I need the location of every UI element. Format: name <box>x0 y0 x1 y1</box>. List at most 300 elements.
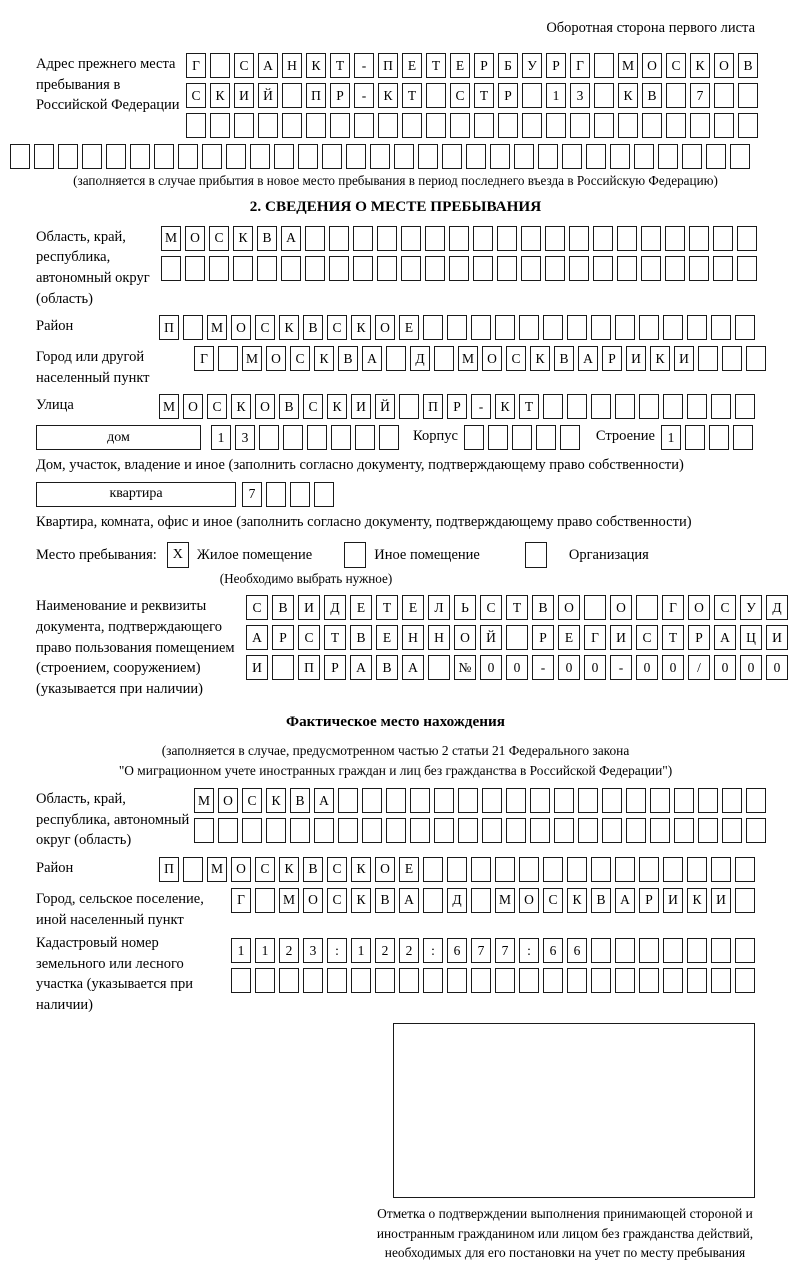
char-box: 3 <box>235 425 255 450</box>
char-box <box>570 113 590 138</box>
char-box <box>497 256 517 281</box>
char-box <box>314 482 334 507</box>
char-box <box>474 113 494 138</box>
char-box: Т <box>662 625 684 650</box>
char-box <box>410 818 430 843</box>
char-box: Г <box>570 53 590 78</box>
char-box <box>259 425 279 450</box>
char-box: М <box>194 788 214 813</box>
char-box <box>194 818 214 843</box>
char-box: С <box>506 346 526 371</box>
char-box <box>639 968 659 993</box>
actual-city-boxes-row <box>231 888 755 913</box>
char-box <box>698 788 718 813</box>
char-box: С <box>290 346 310 371</box>
actual-location-note-line-2: "О миграционном учете иностранных граждан и лиц без гражданства в Российской Федерации") <box>118 762 673 778</box>
char-box: П <box>159 857 179 882</box>
char-box: О <box>375 315 395 340</box>
char-box: Г <box>194 346 214 371</box>
char-box: П <box>378 53 398 78</box>
char-box <box>423 315 443 340</box>
char-box: В <box>272 595 294 620</box>
char-box <box>399 394 419 419</box>
char-box: П <box>298 655 320 680</box>
char-box <box>665 256 685 281</box>
char-box <box>698 346 718 371</box>
char-box: Е <box>402 595 424 620</box>
actual-district-label: Район <box>36 859 74 876</box>
char-box: А <box>362 346 382 371</box>
char-box <box>130 144 150 169</box>
apartment-note: Квартира, комната, офис и иное (заполнить согласно документу, подтверждающему право собственности) <box>36 513 692 530</box>
char-box: С <box>450 83 470 108</box>
char-box <box>322 144 342 169</box>
char-box: 0 <box>766 655 788 680</box>
char-box: В <box>279 394 299 419</box>
char-box: 2 <box>375 938 395 963</box>
char-box: У <box>740 595 762 620</box>
char-box <box>386 818 406 843</box>
prev-address-note: (заполняется в случае прибытия в новое место пребывания в период последнего въезда в Российскую Федерацию) <box>73 173 718 188</box>
char-box <box>282 83 302 108</box>
char-box: А <box>350 655 372 680</box>
char-box <box>567 857 587 882</box>
char-box: В <box>303 857 323 882</box>
char-box: 0 <box>506 655 528 680</box>
char-box <box>687 315 707 340</box>
char-box <box>746 346 766 371</box>
stay-type-label: Место пребывания: <box>36 546 157 563</box>
char-box <box>298 144 318 169</box>
char-box: 7 <box>495 938 515 963</box>
char-box <box>464 425 484 450</box>
char-box: С <box>246 595 268 620</box>
char-box: А <box>402 655 424 680</box>
prev-address-label: Адрес прежнего места пребывания в Российской Федерации <box>36 56 180 114</box>
char-box: - <box>354 53 374 78</box>
char-box <box>34 144 54 169</box>
char-box: С <box>255 857 275 882</box>
doc-boxes-row-1 <box>246 595 788 620</box>
char-box <box>266 482 286 507</box>
char-box <box>329 256 349 281</box>
char-box <box>495 315 515 340</box>
char-box <box>258 113 278 138</box>
char-box: 7 <box>690 83 710 108</box>
actual-location-note-line-1: (заполняется в случае, предусмотренном частью 2 статьи 21 Федерального закона <box>161 743 630 759</box>
char-box <box>442 144 462 169</box>
char-box: С <box>327 315 347 340</box>
cadastral-block <box>36 935 755 1015</box>
char-box <box>733 425 753 450</box>
char-box: 3 <box>570 83 590 108</box>
char-box <box>617 226 637 251</box>
stroenie-boxes <box>661 425 753 450</box>
char-box: М <box>495 888 515 913</box>
char-box <box>711 394 731 419</box>
char-box <box>399 968 419 993</box>
char-box <box>615 968 635 993</box>
char-box <box>234 113 254 138</box>
house-type-box: дом <box>36 425 201 450</box>
char-box <box>471 315 491 340</box>
char-box <box>394 144 414 169</box>
char-box <box>281 256 301 281</box>
char-box <box>495 968 515 993</box>
char-box: Р <box>474 53 494 78</box>
char-box: Е <box>558 625 580 650</box>
char-box: С <box>480 595 502 620</box>
char-box <box>218 818 238 843</box>
char-box <box>279 968 299 993</box>
char-box: Т <box>426 53 446 78</box>
district-boxes-row <box>159 315 755 340</box>
char-box: Г <box>231 888 251 913</box>
char-box: Р <box>532 625 554 650</box>
char-box: Р <box>688 625 710 650</box>
doc-block <box>36 595 782 699</box>
cadastral-boxes-row-1 <box>231 938 755 963</box>
char-box: Д <box>410 346 430 371</box>
char-box: О <box>266 346 286 371</box>
cadastral-label: Кадастровый номер земельного или лесного участка (указывается при наличии) <box>36 935 193 1013</box>
actual-district-block <box>36 857 755 882</box>
char-box <box>307 425 327 450</box>
char-box: 0 <box>584 655 606 680</box>
char-box <box>663 857 683 882</box>
actual-city-block <box>36 888 755 930</box>
char-box: Т <box>330 53 350 78</box>
cadastral-boxes-row-2 <box>231 968 755 993</box>
char-box: И <box>351 394 371 419</box>
char-box <box>593 226 613 251</box>
prev-address-block <box>36 53 755 138</box>
char-box: 1 <box>255 938 275 963</box>
stay-type-note: (Необходимо выбрать нужное) <box>219 571 393 587</box>
char-box <box>711 315 731 340</box>
char-box: 1 <box>231 938 251 963</box>
char-box <box>730 144 750 169</box>
char-box <box>666 113 686 138</box>
stay-option-organization-label: Организация <box>568 546 649 563</box>
char-box <box>543 857 563 882</box>
char-box <box>186 113 206 138</box>
char-box <box>639 938 659 963</box>
stay-option-residential-checkbox: X <box>167 542 189 568</box>
char-box <box>425 256 445 281</box>
char-box: А <box>714 625 736 650</box>
doc-boxes-row-3 <box>246 655 788 680</box>
char-box <box>447 968 467 993</box>
char-box: О <box>218 788 238 813</box>
char-box <box>591 315 611 340</box>
char-box <box>362 788 382 813</box>
char-box <box>687 394 707 419</box>
char-box: К <box>327 394 347 419</box>
char-box: С <box>543 888 563 913</box>
char-box <box>242 818 262 843</box>
char-box <box>543 315 563 340</box>
char-box: А <box>399 888 419 913</box>
char-box <box>58 144 78 169</box>
char-box: О <box>375 857 395 882</box>
char-box: И <box>711 888 731 913</box>
char-box <box>434 346 454 371</box>
apartment-block <box>36 482 755 507</box>
char-box <box>401 256 421 281</box>
char-box: В <box>350 625 372 650</box>
char-box <box>305 226 325 251</box>
char-box <box>161 256 181 281</box>
char-box <box>434 788 454 813</box>
char-box <box>711 938 731 963</box>
char-box: И <box>234 83 254 108</box>
char-box <box>272 655 294 680</box>
char-box <box>471 857 491 882</box>
char-box: А <box>281 226 301 251</box>
char-box <box>506 818 526 843</box>
char-box <box>522 83 542 108</box>
char-box <box>650 818 670 843</box>
char-box <box>386 346 406 371</box>
char-box: Г <box>186 53 206 78</box>
char-box <box>639 394 659 419</box>
char-box: К <box>279 315 299 340</box>
char-box: / <box>688 655 710 680</box>
char-box <box>266 818 286 843</box>
char-box <box>639 315 659 340</box>
char-box: К <box>530 346 550 371</box>
char-box: И <box>246 655 268 680</box>
char-box <box>370 144 390 169</box>
char-box <box>666 83 686 108</box>
char-box <box>423 857 443 882</box>
char-box <box>425 226 445 251</box>
char-box: Д <box>766 595 788 620</box>
char-box <box>178 144 198 169</box>
char-box <box>687 968 707 993</box>
char-box: 1 <box>546 83 566 108</box>
char-box <box>663 394 683 419</box>
char-box <box>377 256 397 281</box>
char-box <box>586 144 606 169</box>
stay-type-row <box>36 542 755 568</box>
char-box <box>665 226 685 251</box>
char-box <box>375 968 395 993</box>
char-box <box>584 595 606 620</box>
char-box <box>735 888 755 913</box>
char-box <box>735 315 755 340</box>
char-box <box>737 226 757 251</box>
char-box <box>689 256 709 281</box>
char-box <box>737 256 757 281</box>
char-box: Р <box>639 888 659 913</box>
char-box: О <box>303 888 323 913</box>
char-box: Р <box>447 394 467 419</box>
char-box <box>490 144 510 169</box>
char-box: К <box>306 53 326 78</box>
char-box <box>519 968 539 993</box>
char-box: И <box>663 888 683 913</box>
korpus-label: Корпус <box>413 428 458 445</box>
char-box <box>473 256 493 281</box>
char-box <box>545 256 565 281</box>
char-box: Т <box>376 595 398 620</box>
char-box: С <box>209 226 229 251</box>
stay-option-residential-label: Жилое помещение <box>196 546 313 563</box>
char-box <box>218 346 238 371</box>
char-box: 6 <box>447 938 467 963</box>
char-box: Т <box>506 595 528 620</box>
char-box: № <box>454 655 476 680</box>
char-box <box>735 968 755 993</box>
char-box: О <box>183 394 203 419</box>
char-box: А <box>615 888 635 913</box>
char-box <box>530 818 550 843</box>
char-box <box>497 226 517 251</box>
char-box: В <box>290 788 310 813</box>
char-box: К <box>687 888 707 913</box>
char-box: О <box>519 888 539 913</box>
char-box <box>353 256 373 281</box>
char-box <box>305 256 325 281</box>
char-box <box>378 113 398 138</box>
char-box: О <box>231 315 251 340</box>
actual-region-boxes-row-2 <box>194 818 766 843</box>
char-box: С <box>327 888 347 913</box>
char-box <box>183 857 203 882</box>
char-box <box>434 818 454 843</box>
district-label: Район <box>36 318 74 335</box>
char-box: О <box>231 857 251 882</box>
char-box <box>290 818 310 843</box>
char-box <box>735 938 755 963</box>
char-box <box>255 888 275 913</box>
char-box <box>521 256 541 281</box>
char-box <box>642 113 662 138</box>
char-box <box>514 144 534 169</box>
char-box: Р <box>330 83 350 108</box>
char-box: В <box>303 315 323 340</box>
char-box: С <box>207 394 227 419</box>
char-box <box>290 482 310 507</box>
char-box <box>458 818 478 843</box>
char-box: : <box>327 938 347 963</box>
char-box <box>303 968 323 993</box>
char-box: С <box>303 394 323 419</box>
char-box <box>685 425 705 450</box>
char-box: О <box>558 595 580 620</box>
char-box: А <box>578 346 598 371</box>
char-box <box>401 226 421 251</box>
char-box <box>594 83 614 108</box>
char-box: Т <box>324 625 346 650</box>
char-box: С <box>714 595 736 620</box>
char-box <box>711 968 731 993</box>
actual-region-label: Область, край, республика, автономный округ (область) <box>36 791 190 849</box>
confirmation-stamp-box <box>393 1023 755 1198</box>
char-box <box>274 144 294 169</box>
char-box <box>738 83 758 108</box>
char-box: Ь <box>454 595 476 620</box>
char-box: 3 <box>303 938 323 963</box>
char-box <box>255 968 275 993</box>
char-box: Г <box>662 595 684 620</box>
char-box: А <box>246 625 268 650</box>
char-box <box>314 818 334 843</box>
char-box: : <box>423 938 443 963</box>
char-box: К <box>650 346 670 371</box>
char-box <box>746 818 766 843</box>
char-box: И <box>626 346 646 371</box>
char-box: Ц <box>740 625 762 650</box>
char-box <box>569 256 589 281</box>
char-box: П <box>423 394 443 419</box>
street-label: Улица <box>36 397 74 414</box>
char-box <box>615 315 635 340</box>
char-box <box>689 226 709 251</box>
city-boxes-row <box>194 346 766 371</box>
char-box: Р <box>272 625 294 650</box>
char-box <box>738 113 758 138</box>
char-box: 7 <box>471 938 491 963</box>
char-box: Р <box>546 53 566 78</box>
char-box <box>418 144 438 169</box>
char-box <box>567 315 587 340</box>
char-box: В <box>642 83 662 108</box>
char-box <box>543 394 563 419</box>
char-box <box>713 256 733 281</box>
confirmation-stamp-note: Отметка о подтверждении выполнения принимающей стороной и иностранным гражданином или лицом без гражданства действий, необходимых для его постановки на учет по месту пребывания <box>376 1206 754 1261</box>
char-box <box>713 226 733 251</box>
char-box <box>306 113 326 138</box>
char-box: С <box>636 625 658 650</box>
char-box: Й <box>375 394 395 419</box>
char-box: 0 <box>558 655 580 680</box>
stay-option-other-label: Иное помещение <box>374 546 480 563</box>
char-box <box>386 788 406 813</box>
char-box: О <box>482 346 502 371</box>
char-box <box>626 788 646 813</box>
char-box <box>423 968 443 993</box>
char-box <box>658 144 678 169</box>
char-box <box>250 144 270 169</box>
char-box <box>466 144 486 169</box>
char-box <box>554 788 574 813</box>
char-box: Р <box>498 83 518 108</box>
stroenie-label: Строение <box>595 428 655 445</box>
char-box <box>687 938 707 963</box>
char-box <box>690 113 710 138</box>
char-box: О <box>454 625 476 650</box>
char-box: О <box>714 53 734 78</box>
char-box: - <box>471 394 491 419</box>
char-box: Е <box>399 857 419 882</box>
char-box: Н <box>402 625 424 650</box>
char-box: 0 <box>636 655 658 680</box>
char-box: К <box>231 394 251 419</box>
char-box: 0 <box>740 655 762 680</box>
char-box <box>610 144 630 169</box>
char-box: К <box>618 83 638 108</box>
char-box <box>519 315 539 340</box>
char-box <box>617 256 637 281</box>
char-box: М <box>207 315 227 340</box>
char-box <box>355 425 375 450</box>
char-box: 6 <box>567 938 587 963</box>
char-box: К <box>233 226 253 251</box>
char-box: Л <box>428 595 450 620</box>
